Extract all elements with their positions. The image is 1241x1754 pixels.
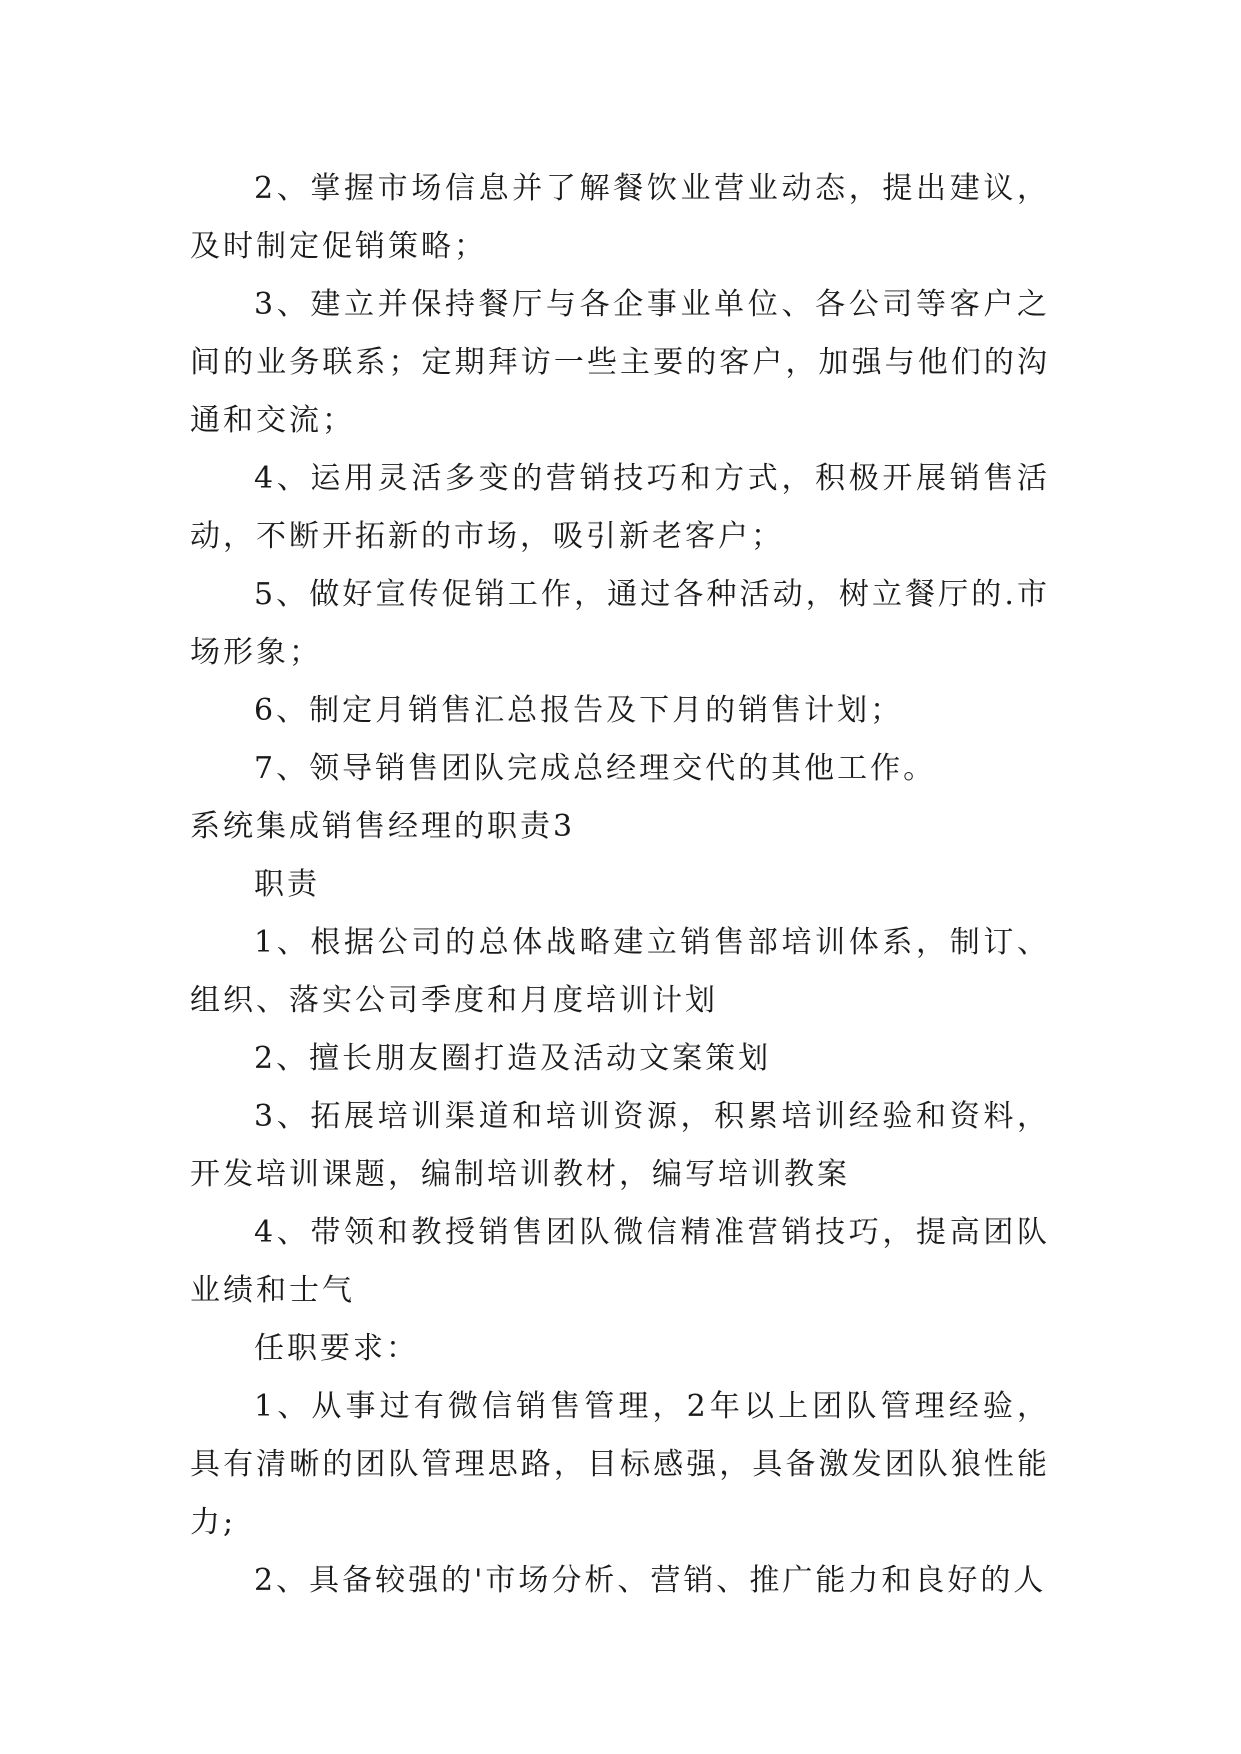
paragraph-item-7: 7、领导销售团队完成总经理交代的其他工作。: [254, 751, 937, 786]
duty-item-3: 3、拓展培训渠道和培训资源，积累培训经验和资料，开发培训课题，编制培训教材，编写培训教案: [190, 1099, 1050, 1192]
paragraph-item-3: 3、建立并保持餐厅与各企事业单位、各公司等客户之间的业务联系；定期拜访一些主要的客户，加强与他们的沟通和交流；: [190, 287, 1050, 438]
requirements-label: 任职要求：: [254, 1331, 419, 1366]
requirement-item-1: 1、从事过有微信销售管理，2年以上团队管理经验，具有清晰的团队管理思路，目标感强，具备激发团队狼性能力;: [190, 1389, 1050, 1540]
duty-item-1: 1、根据公司的总体战略建立销售部培训体系，制订、组织、落实公司季度和月度培训计划: [190, 925, 1050, 1018]
document-body: [190, 160, 1050, 1610]
paragraph-item-2: 2、掌握市场信息并了解餐饮业营业动态，提出建议，及时制定促销策略；: [190, 171, 1050, 264]
paragraph-item-5: 5、做好宣传促销工作，通过各种活动，树立餐厅的.市场形象；: [190, 577, 1050, 670]
duty-item-4: 4、带领和教授销售团队微信精准营销技巧，提高团队业绩和士气: [190, 1215, 1050, 1308]
requirement-item-2: 2、具备较强的'市场分析、营销、推广能力和良好的人: [254, 1563, 1047, 1598]
paragraph-item-6: 6、制定月销售汇总报告及下月的销售计划；: [254, 693, 904, 728]
section-heading: 系统集成销售经理的职责3: [190, 809, 576, 844]
duties-label: 职责: [254, 867, 320, 902]
paragraph-item-4: 4、运用灵活多变的营销技巧和方式，积极开展销售活动，不断开拓新的市场，吸引新老客户；: [190, 461, 1050, 554]
duty-item-2: 2、擅长朋友圈打造及活动文案策划: [254, 1041, 772, 1076]
